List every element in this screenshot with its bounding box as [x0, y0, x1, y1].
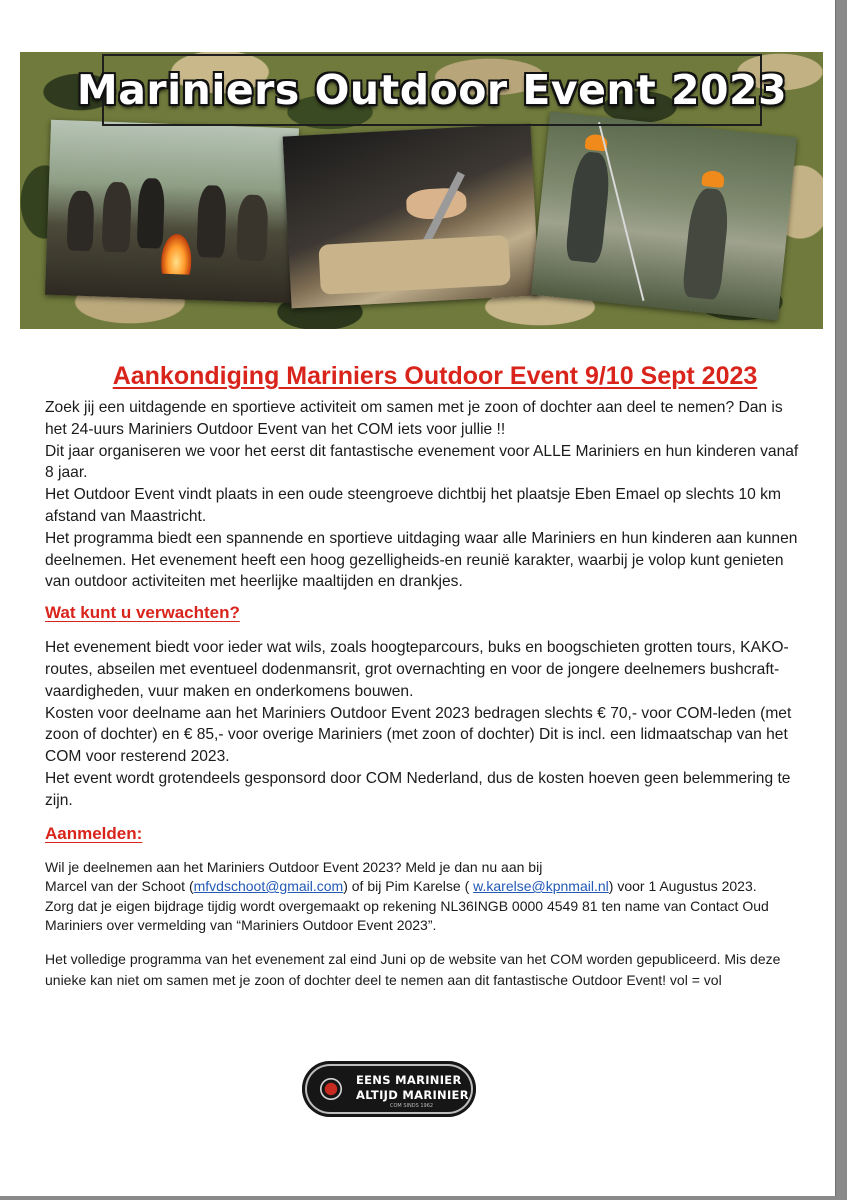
knife-carving-photo [283, 124, 540, 309]
contact-text: ) of bij Pim Karelse ( [343, 878, 474, 895]
intro-paragraph: Zoek jij een uitdagende en sportieve activiteit om samen met je zoon of dochter aan deel te nemen? Dan is het 24-uurs Mariniers Outdoor Event van het COM iets voor jullie !! [45, 399, 783, 438]
email-link-schoot[interactable]: mfvdschoot@gmail.com [193, 878, 344, 895]
register-contacts [45, 877, 805, 897]
announcement-content [45, 362, 805, 991]
logo-line-1: EENS MARINIER [356, 1073, 462, 1087]
payment-instructions: Zorg dat je eigen bijdrage tijdig wordt overgemaakt op rekening NL36INGB 0000 4549 81 ten name van Contact Oud Mariniers over vermelding van “Mariniers Outdoor Event 2023”. [45, 897, 769, 934]
intro-paragraph: Het programma biedt een spannende en sportieve uitdaging waar alle Mariniers en hun kinderen aan kunnen deelnemen. Het evenement heeft een hoog gezelligheids-en reunië karakter, waarbij je volop kunt genieten van outdoor activiteiten met heerlijke maaltijden en drankjes. [45, 529, 798, 591]
email-link-karelse[interactable]: w.karelse@kpnmail.nl [473, 878, 609, 895]
expect-paragraph: Kosten voor deelname aan het Mariniers Outdoor Event 2023 bedragen slechts € 70,- voor COM-leden (met zoon of dochter) en € 85,- voor overige Mariniers (met zoon of dochter) Dit is incl. een lidmaatschap van het COM voor resterend 2023. [45, 704, 792, 766]
banner-title-box [76, 54, 788, 126]
register-heading: Aanmelden: [45, 823, 143, 843]
camouflage-banner [20, 52, 823, 329]
banner-title: Mariniers Outdoor Event 2023 [76, 66, 788, 114]
logo-tagline: COM SINDS 1962 [390, 1103, 434, 1109]
register-section [45, 858, 805, 991]
announcement-heading: Aankondiging Mariniers Outdoor Event 9/10 Sept 2023 [112, 362, 758, 390]
intro-paragraph: Dit jaar organiseren we voor het eerst dit fantastische evenement voor ALLE Mariniers en hun kinderen vanaf 8 jaar. [45, 442, 799, 482]
expect-heading: Wat kunt u verwachten? [45, 603, 240, 623]
expect-paragraph: Het evenement biedt voor ieder wat wils, zoals hoogteparcours, buks en boogschieten grotten tours, KAKO-routes, abseilen met eventueel dodenmansrit, grot overnachting en voor de jongere deelnemers bushcraft-vaardigheden, vuur maken en onderkomens bouwen. [45, 639, 789, 700]
emblem-icon [312, 1070, 350, 1108]
com-logo [302, 1061, 476, 1117]
campfire-photo [45, 120, 299, 304]
logo-line-2: ALTIJD MARINIER [356, 1088, 469, 1102]
expect-section [45, 637, 805, 811]
climbing-photo [531, 112, 797, 321]
register-intro: Wil je deelnemen aan het Mariniers Outdoor Event 2023? Meld je dan nu aan bij [45, 858, 543, 875]
expect-paragraph: Het event wordt grotendeels gesponsord door COM Nederland, dus de kosten hoeven geen belemmering te zijn. [45, 769, 791, 809]
intro-paragraph: Het Outdoor Event vindt plaats in een oude steengroeve dichtbij het plaatsje Eben Emael op slechts 10 km afstand van Maastricht. [45, 486, 781, 525]
contact-text: Marcel van der Schoot ( [45, 878, 194, 895]
intro-section [45, 397, 805, 593]
contact-text: ) voor 1 Augustus 2023. [608, 878, 757, 895]
closing-paragraph: Het volledige programma van het evenement zal eind Juni op de website van het COM worden gepubliceerd. Mis deze unieke kan niet om samen met je zoon of dochter deel te nemen aan dit fantastische Outdoor Event! vol = vol [45, 950, 781, 988]
